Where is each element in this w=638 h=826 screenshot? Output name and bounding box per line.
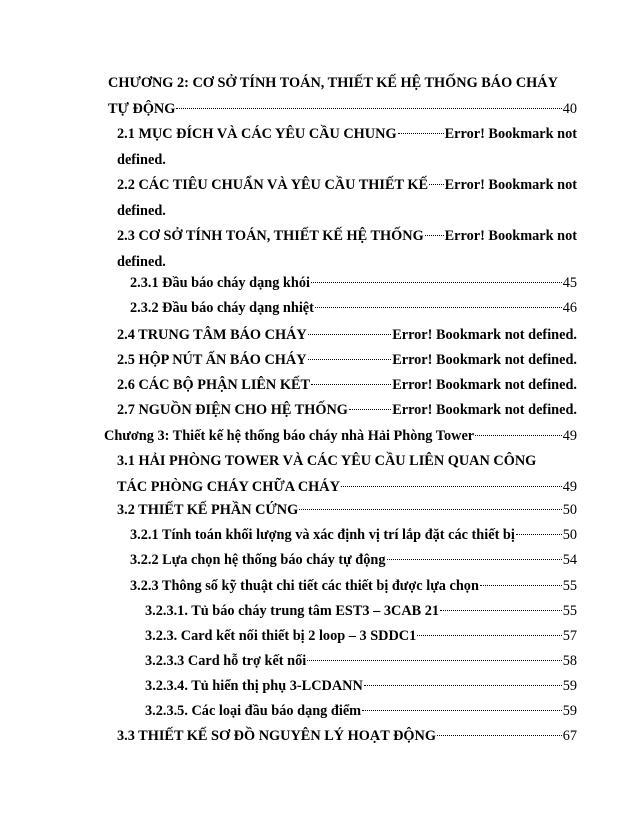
toc-entry-2-3[interactable] bbox=[117, 223, 577, 275]
dot-leader bbox=[176, 108, 561, 109]
toc-page-number: 40 bbox=[562, 101, 577, 117]
toc-title: 2.7 NGUỒN ĐIỆN CHO HỆ THỐNG bbox=[117, 402, 348, 418]
dot-leader bbox=[387, 559, 562, 560]
bookmark-error: Error! Bookmark not defined. bbox=[392, 327, 577, 343]
dot-leader bbox=[299, 509, 561, 510]
dot-leader bbox=[308, 359, 392, 360]
toc-entry-2-7[interactable] bbox=[117, 397, 577, 423]
toc-entry-3-1[interactable] bbox=[117, 448, 577, 500]
toc-page-number: 54 bbox=[562, 552, 577, 568]
toc-entry-3-2-3[interactable] bbox=[130, 573, 577, 599]
toc-page-number: 58 bbox=[562, 653, 577, 669]
toc-entry-3-2-3-card[interactable] bbox=[145, 623, 577, 649]
toc-entry-3-2[interactable] bbox=[117, 497, 577, 523]
toc-entry-3-2-1[interactable] bbox=[130, 522, 577, 548]
toc-title: 3.2.3.1. Tủ báo cháy trung tâm EST3 – 3CAB 21 bbox=[145, 603, 440, 619]
toc-page-number: 55 bbox=[562, 578, 577, 594]
toc-title: 2.2 CÁC TIÊU CHUẨN VÀ YÊU CẦU THIẾT KẾ bbox=[117, 177, 429, 193]
dot-leader bbox=[307, 660, 561, 661]
toc-page-number: 50 bbox=[562, 502, 577, 518]
toc-page-number: 59 bbox=[562, 678, 577, 694]
dot-leader bbox=[311, 282, 562, 283]
toc-entry-2-5[interactable] bbox=[117, 347, 577, 373]
dot-leader bbox=[475, 435, 562, 436]
bookmark-error-cont: defined. bbox=[117, 254, 166, 270]
toc-title: CHƯƠNG 2: CƠ SỞ TÍNH TOÁN, THIẾT KẾ HỆ THỐNG BÁO CHÁY bbox=[108, 75, 558, 91]
toc-entry-chapter-2[interactable] bbox=[108, 70, 577, 122]
toc-title: 3.2.3.5. Các loại đầu báo dạng điểm bbox=[145, 703, 362, 719]
bookmark-error: Error! Bookmark not bbox=[444, 126, 577, 142]
toc-entry-2-3-2[interactable] bbox=[130, 295, 577, 321]
toc-title-cont: TỰ ĐỘNG bbox=[108, 101, 176, 117]
toc-title: 3.2 THIẾT KẾ PHẦN CỨNG bbox=[117, 502, 299, 518]
toc-title: 3.1 HẢI PHÒNG TOWER VÀ CÁC YÊU CẦU LIÊN QUAN CÔNG bbox=[117, 453, 537, 469]
toc-title: 3.2.1 Tính toán khối lượng và xác định vị trí lắp đặt các thiết bị bbox=[130, 527, 515, 543]
toc-title: 3.2.2 Lựa chọn hệ thống báo cháy tự động bbox=[130, 552, 386, 568]
toc-title: 3.2.3. Card kết nối thiết bị 2 loop – 3 SDDC1 bbox=[145, 628, 417, 644]
dot-leader bbox=[429, 184, 444, 185]
toc-title: 2.4 TRUNG TÂM BÁO CHÁY bbox=[117, 327, 307, 343]
toc-entry-2-1[interactable] bbox=[117, 121, 577, 173]
toc-entry-2-4[interactable] bbox=[117, 322, 577, 348]
bookmark-error: Error! Bookmark not defined. bbox=[392, 352, 577, 368]
toc-title: 2.3 CƠ SỞ TÍNH TOÁN, THIẾT KẾ HỆ THỐNG bbox=[117, 228, 424, 244]
bookmark-error: Error! Bookmark not defined. bbox=[392, 402, 577, 418]
dot-leader bbox=[425, 235, 444, 236]
toc-page-number: 57 bbox=[562, 628, 577, 644]
toc-entry-chapter-3[interactable] bbox=[104, 423, 577, 449]
dot-leader bbox=[308, 334, 391, 335]
bookmark-error: Error! Bookmark not bbox=[444, 228, 577, 244]
dot-leader bbox=[349, 409, 391, 410]
toc-page-number: 67 bbox=[562, 728, 577, 744]
toc-page-number: 49 bbox=[562, 479, 577, 495]
dot-leader bbox=[362, 710, 562, 711]
toc-title: 2.5 HỘP NÚT ẤN BÁO CHÁY bbox=[117, 352, 307, 368]
toc-entry-3-2-3-3[interactable] bbox=[145, 648, 577, 674]
toc-title: 2.1 MỤC ĐÍCH VÀ CÁC YÊU CẦU CHUNG bbox=[117, 126, 397, 142]
toc-entry-3-2-3-1[interactable] bbox=[145, 598, 577, 624]
toc-entry-3-2-3-4[interactable] bbox=[145, 673, 577, 699]
dot-leader bbox=[315, 307, 562, 308]
bookmark-error-cont: defined. bbox=[117, 152, 166, 168]
toc-title: 3.3 THIẾT KẾ SƠ ĐỒ NGUYÊN LÝ HOẠT ĐỘNG bbox=[117, 728, 436, 744]
toc-title-cont: TÁC PHÒNG CHÁY CHỮA CHÁY bbox=[117, 479, 340, 495]
toc-title: 3.2.3.3 Card hỗ trợ kết nối bbox=[145, 653, 307, 669]
toc-entry-2-6[interactable] bbox=[117, 372, 577, 398]
dot-leader bbox=[341, 486, 562, 487]
toc-page-number: 50 bbox=[562, 527, 577, 543]
dot-leader bbox=[311, 384, 391, 385]
toc-title: 3.2.3.4. Tủ hiển thị phụ 3-LCDANN bbox=[145, 678, 363, 694]
toc-page-number: 45 bbox=[562, 275, 577, 291]
toc-entry-3-3[interactable] bbox=[117, 723, 577, 749]
toc-title: Chương 3: Thiết kế hệ thống báo cháy nhà Hải Phòng Tower bbox=[104, 428, 475, 444]
dot-leader bbox=[437, 735, 562, 736]
bookmark-error-cont: defined. bbox=[117, 203, 166, 219]
bookmark-error: Error! Bookmark not defined. bbox=[392, 377, 577, 393]
toc-page-number: 49 bbox=[562, 428, 577, 444]
dot-leader bbox=[364, 685, 562, 686]
toc-entry-2-2[interactable] bbox=[117, 172, 577, 224]
toc-page-number: 59 bbox=[562, 703, 577, 719]
dot-leader bbox=[398, 133, 444, 134]
toc-entry-3-2-3-5[interactable] bbox=[145, 698, 577, 724]
toc-page-number: 55 bbox=[562, 603, 577, 619]
toc-title: 3.2.3 Thông số kỹ thuật chi tiết các thiết bị được lựa chọn bbox=[130, 578, 479, 594]
toc-title: 2.3.2 Đầu báo cháy dạng nhiệt bbox=[130, 300, 314, 316]
dot-leader bbox=[480, 585, 562, 586]
toc-entry-2-3-1[interactable] bbox=[130, 270, 577, 296]
dot-leader bbox=[417, 635, 561, 636]
toc-page-number: 46 bbox=[562, 300, 577, 316]
dot-leader bbox=[516, 534, 562, 535]
toc-title: 2.6 CÁC BỘ PHẬN LIÊN KẾT bbox=[117, 377, 311, 393]
toc-title: 2.3.1 Đầu báo cháy dạng khói bbox=[130, 275, 310, 291]
dot-leader bbox=[440, 610, 562, 611]
bookmark-error: Error! Bookmark not bbox=[444, 177, 577, 193]
toc-entry-3-2-2[interactable] bbox=[130, 547, 577, 573]
